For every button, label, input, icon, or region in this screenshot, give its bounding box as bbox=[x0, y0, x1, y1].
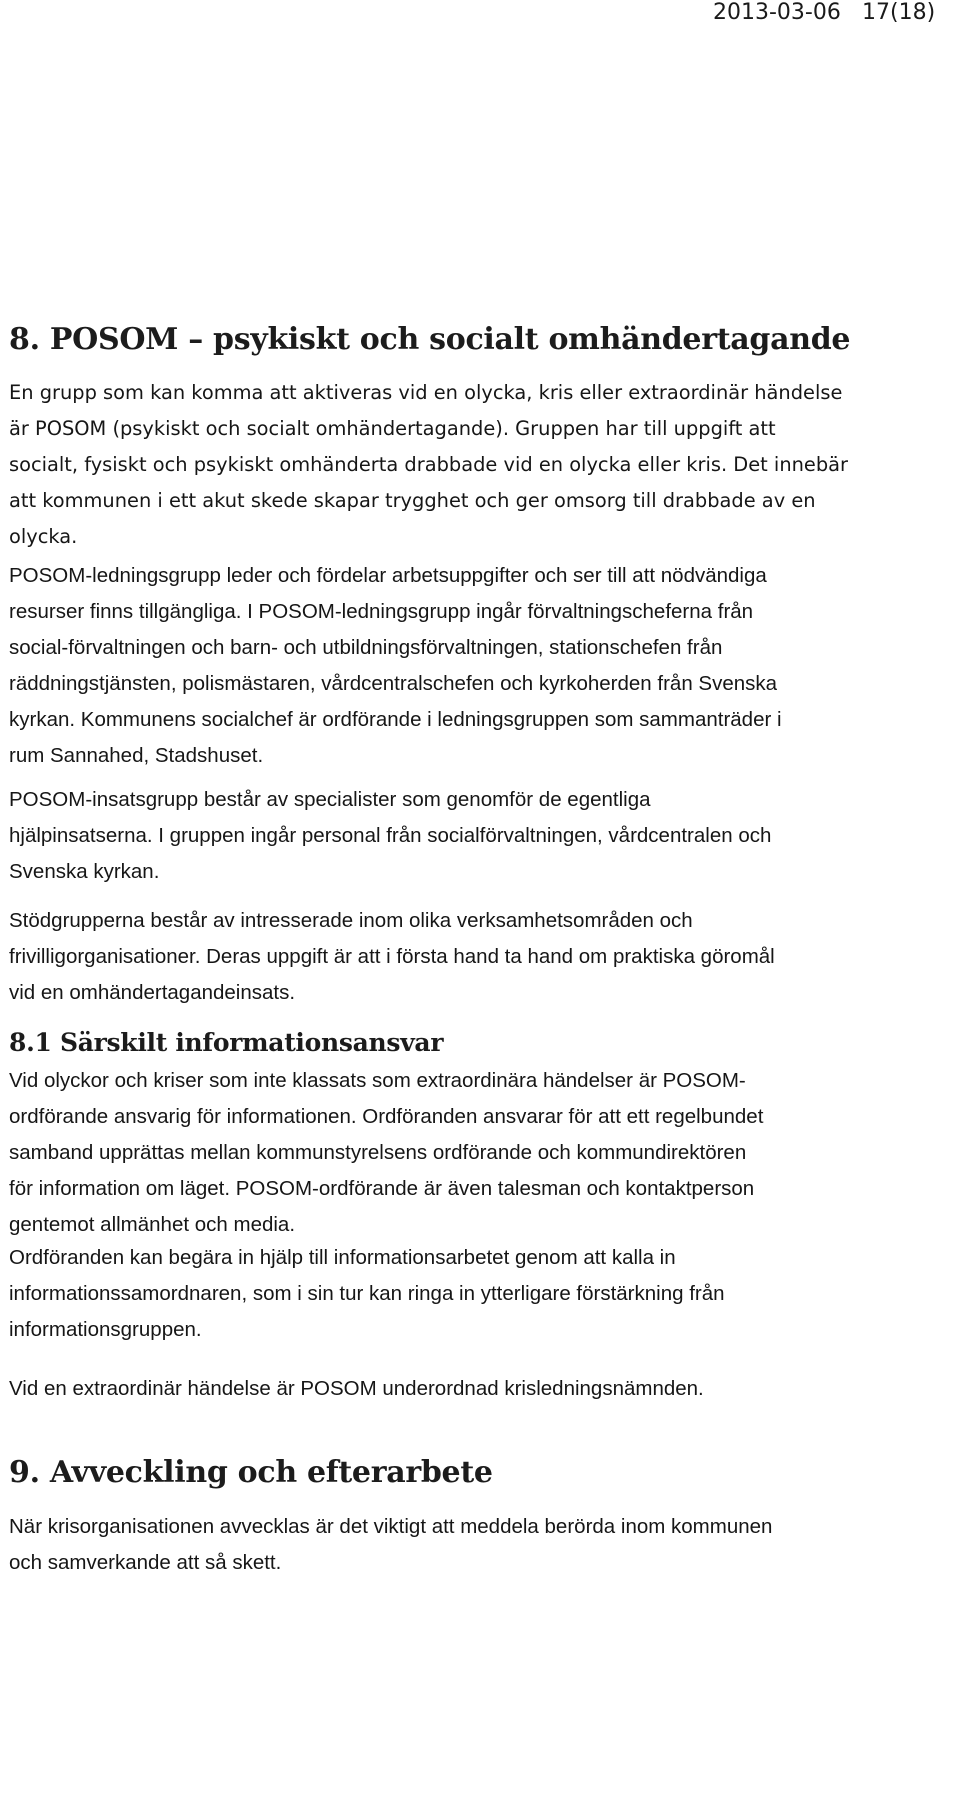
text-line: vid en omhändertagandeinsats. bbox=[9, 981, 296, 1004]
text-line: Stödgrupperna består av intresserade inom olika verksamhetsområden och bbox=[9, 909, 693, 932]
text-line: och samverkande att så skett. bbox=[9, 1551, 282, 1574]
page-header bbox=[0, 0, 960, 30]
section-8-paragraph-3 bbox=[9, 782, 944, 890]
header-page-number: 17(18) bbox=[862, 0, 936, 25]
section-9-paragraph-1 bbox=[9, 1509, 944, 1581]
text-line: kyrkan. Kommunens socialchef är ordförande i ledningsgruppen som sammanträder i bbox=[9, 708, 782, 731]
text-line: En grupp som kan komma att aktiveras vid en olycka, kris eller extraordinär händelse bbox=[9, 381, 843, 404]
text-line: Svenska kyrkan. bbox=[9, 860, 160, 883]
section-8-1-paragraph-2 bbox=[9, 1240, 944, 1348]
section-8-paragraph-1-text bbox=[9, 375, 944, 555]
text-line: Vid en extraordinär händelse är POSOM underordnad krisledningsnämnden. bbox=[9, 1377, 704, 1400]
text-line: socialt, fysiskt och psykiskt omhänderta drabbade vid en olycka eller kris. Det innebär bbox=[9, 453, 848, 476]
text-line: för information om läget. POSOM-ordförande är även talesman och kontaktperson bbox=[9, 1177, 755, 1200]
text-line: räddningstjänsten, polismästaren, vårdcentralschefen och kyrkoherden från Svenska bbox=[9, 672, 778, 695]
text-line: gentemot allmänhet och media. bbox=[9, 1213, 296, 1236]
text-line: informationsgruppen. bbox=[9, 1318, 202, 1341]
text-line: ordförande ansvarig för informationen. Ordföranden ansvarar för att ett regelbundet bbox=[9, 1105, 764, 1128]
text-line: samband upprättas mellan kommunstyrelsens ordförande och kommundirektören bbox=[9, 1141, 747, 1164]
text-line: Vid olyckor och kriser som inte klassats som extraordinära händelser är POSOM- bbox=[9, 1069, 746, 1092]
section-8-1-heading: 8.1 Särskilt informationsansvar bbox=[9, 1028, 444, 1057]
section-8-heading: 8. POSOM – psykiskt och socialt omhändertagande bbox=[9, 322, 851, 357]
section-9-heading: 9. Avveckling och efterarbete bbox=[9, 1455, 493, 1490]
header-date: 2013-03-06 bbox=[713, 0, 841, 25]
text-line: När krisorganisationen avvecklas är det viktigt att meddela berörda inom kommunen bbox=[9, 1515, 773, 1538]
text-line: social-förvaltningen och barn- och utbildningsförvaltningen, stationschefen från bbox=[9, 636, 723, 659]
text-line: rum Sannahed, Stadshuset. bbox=[9, 744, 264, 767]
section-8-1-paragraph-1 bbox=[9, 1063, 944, 1243]
section-8-paragraph-2 bbox=[9, 558, 944, 774]
section-8-paragraph-4 bbox=[9, 903, 944, 1011]
text-line: frivilligorganisationer. Deras uppgift är att i första hand ta hand om praktiska göromål bbox=[9, 945, 775, 968]
text-line: hjälpinsatserna. I gruppen ingår personal från socialförvaltningen, vårdcentralen och bbox=[9, 824, 772, 847]
text-line: POSOM-insatsgrupp består av specialister som genomför de egentliga bbox=[9, 788, 651, 811]
text-line: att kommunen i ett akut skede skapar trygghet och ger omsorg till drabbade av en bbox=[9, 489, 816, 512]
text-line: informationssamordnaren, som i sin tur kan ringa in ytterligare förstärkning från bbox=[9, 1282, 725, 1305]
text-line: olycka. bbox=[9, 525, 78, 548]
text-line: är POSOM (psykiskt och socialt omhändertagande). Gruppen har till uppgift att bbox=[9, 417, 776, 440]
text-line: POSOM-ledningsgrupp leder och fördelar arbetsuppgifter och ser till att nödvändiga bbox=[9, 564, 767, 587]
text-line: Ordföranden kan begära in hjälp till informationsarbetet genom att kalla in bbox=[9, 1246, 676, 1269]
text-line: resurser finns tillgängliga. I POSOM-ledningsgrupp ingår förvaltningscheferna från bbox=[9, 600, 754, 623]
section-8-1-paragraph-3 bbox=[9, 1371, 944, 1407]
